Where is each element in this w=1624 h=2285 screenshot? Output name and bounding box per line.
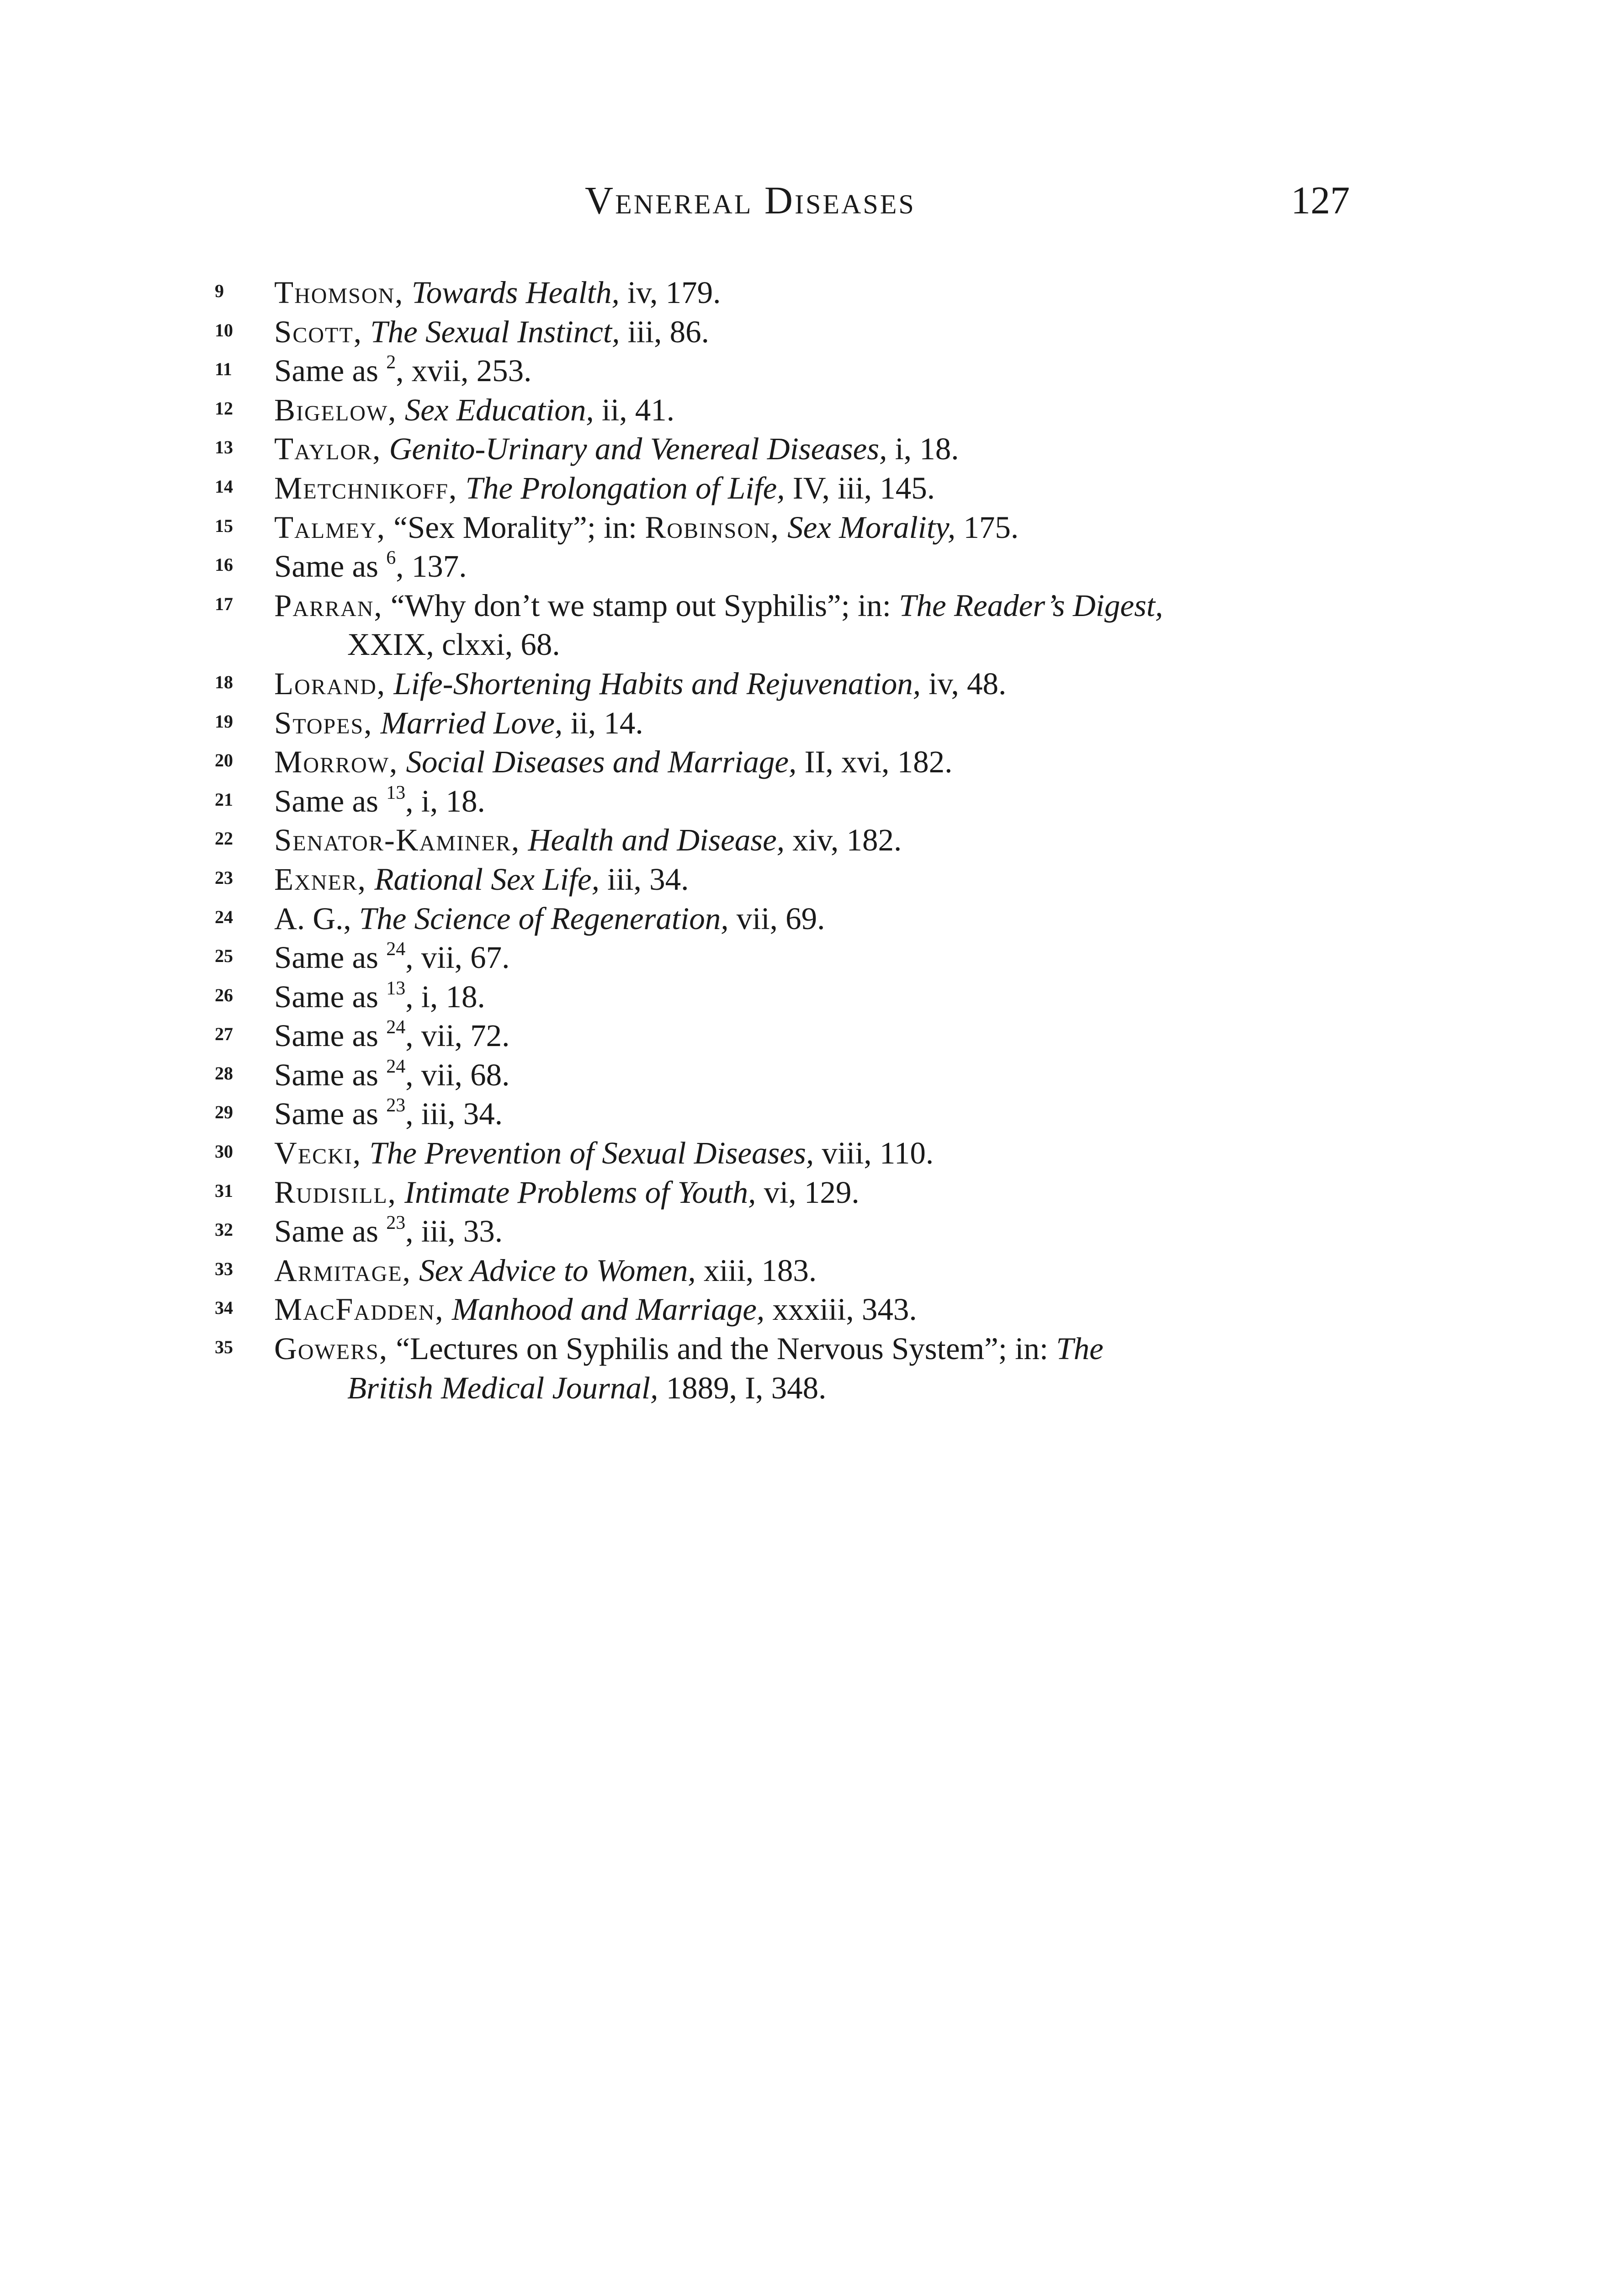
- endnote-author: Bigelow,: [274, 392, 397, 427]
- endnote-text: , i, 18.: [405, 979, 485, 1014]
- endnotes-list: [0, 273, 1624, 1408]
- endnote-author: Morrow,: [274, 744, 398, 780]
- endnote-number: 13: [215, 437, 233, 458]
- endnote-text: “Why don’t we stamp out Syphilis”; in:: [390, 588, 899, 623]
- endnote-reference: 23: [386, 1212, 406, 1234]
- endnote-item: [0, 704, 1371, 743]
- endnote-item: [0, 821, 1371, 860]
- endnote-text: iv, 48.: [921, 666, 1007, 701]
- endnote-title: British Medical Journal,: [347, 1370, 658, 1405]
- endnote-item: [0, 391, 1371, 430]
- endnote-number: 29: [215, 1102, 233, 1123]
- endnote-text: Same as: [274, 353, 387, 388]
- endnote-author: Lorand,: [274, 666, 386, 701]
- endnote-text: , i, 18.: [405, 783, 485, 818]
- endnote-number: 14: [215, 476, 233, 497]
- endnote-item: [0, 508, 1371, 547]
- endnote-text: “Sex Morality”; in:: [393, 510, 645, 545]
- endnote-text: , vii, 68.: [405, 1057, 510, 1092]
- endnote-text: ii, 14.: [563, 705, 643, 740]
- endnote-author: Gowers,: [274, 1331, 388, 1366]
- endnote-text: xiv, 182.: [785, 823, 902, 858]
- endnote-number: 25: [215, 946, 233, 967]
- endnote-item: [0, 313, 1371, 352]
- endnote-item: [0, 1251, 1371, 1291]
- endnote-number: 9: [215, 281, 224, 301]
- endnote-author: A. G.,: [274, 901, 351, 936]
- endnote-title: The Prolongation of Life,: [465, 470, 785, 505]
- endnote-text: Same as: [274, 783, 387, 818]
- endnote-item: [0, 1290, 1371, 1329]
- endnote-title: Married Love,: [380, 705, 563, 740]
- endnote-text: , vii, 72.: [405, 1018, 510, 1053]
- endnote-text: xxxiii, 343.: [764, 1292, 917, 1327]
- endnote-text: Same as: [274, 979, 387, 1014]
- endnote-number: 23: [215, 867, 233, 888]
- endnote-text: xiii, 183.: [695, 1253, 817, 1288]
- page-number: 127: [1291, 178, 1350, 222]
- endnote-number: 27: [215, 1024, 233, 1045]
- endnote-text: ii, 41.: [594, 392, 674, 427]
- endnote-number: 30: [215, 1141, 233, 1162]
- endnote-reference: 6: [386, 547, 396, 569]
- endnote-item: [0, 978, 1371, 1017]
- endnote-number: 34: [215, 1297, 233, 1318]
- endnote-item: [0, 1056, 1371, 1095]
- running-head: Venereal Diseases: [585, 178, 916, 222]
- endnote-number: 16: [215, 554, 233, 575]
- endnote-author: Thomson,: [274, 275, 404, 310]
- endnote-author: Vecki,: [274, 1136, 362, 1171]
- endnote-number: 18: [215, 671, 233, 692]
- endnote-text: vi, 129.: [756, 1174, 860, 1210]
- endnote-author: Exner,: [274, 861, 367, 897]
- endnote-text: , iii, 34.: [405, 1096, 503, 1132]
- endnote-text: Same as: [274, 549, 387, 584]
- endnote-item: [0, 938, 1371, 978]
- endnote-reference: 24: [386, 1017, 406, 1038]
- endnote-number: 11: [215, 359, 232, 380]
- endnote-item: [0, 430, 1371, 469]
- endnote-item: [0, 860, 1371, 899]
- endnote-number: 20: [215, 750, 233, 771]
- endnote-title: Life-Shortening Habits and Rejuvenation,: [393, 666, 921, 701]
- endnote-text: Same as: [274, 1096, 387, 1132]
- endnote-title: Sex Education,: [404, 392, 594, 427]
- endnote-item: [0, 664, 1371, 704]
- endnote-item: [0, 547, 1371, 586]
- endnote-text: iii, 86.: [620, 314, 709, 349]
- endnote-number: 33: [215, 1258, 233, 1279]
- endnote-title: The Reader’s Digest,: [899, 588, 1163, 623]
- endnote-title: Genito-Urinary and Venereal Diseases,: [389, 431, 887, 467]
- endnote-number: 17: [215, 593, 233, 614]
- endnote-text: , iii, 33.: [405, 1214, 503, 1249]
- endnote-item: [0, 782, 1371, 821]
- endnote-number: 10: [215, 319, 233, 340]
- endnote-item: [0, 1134, 1371, 1173]
- endnote-text: 1889, I, 348.: [658, 1370, 827, 1405]
- endnote-number: 21: [215, 789, 233, 810]
- endnote-author: Parran,: [274, 588, 383, 623]
- endnote-text: Same as: [274, 940, 387, 975]
- endnote-item: [0, 1095, 1371, 1134]
- endnote-title: Health and Disease,: [528, 823, 785, 858]
- endnote-text: Same as: [274, 1057, 387, 1092]
- endnote-author: Talmey,: [274, 510, 386, 545]
- endnote-number: 12: [215, 398, 233, 419]
- endnote-item: [0, 586, 1371, 664]
- endnote-author: Rudisill,: [274, 1174, 397, 1210]
- endnote-text: viii, 110.: [814, 1136, 934, 1171]
- endnote-text: , 137.: [396, 549, 467, 584]
- endnote-text: Same as: [274, 1018, 387, 1053]
- endnote-reference: 24: [386, 1056, 406, 1077]
- endnote-number: 15: [215, 515, 233, 536]
- endnote-reference: 2: [386, 352, 396, 373]
- endnote-number: 24: [215, 906, 233, 927]
- endnote-title: Towards Health,: [411, 275, 620, 310]
- endnote-item: [0, 469, 1371, 508]
- endnote-title: The: [1056, 1331, 1104, 1366]
- endnote-title: The Prevention of Sexual Diseases,: [369, 1136, 814, 1171]
- endnote-text: IV, iii, 145.: [785, 470, 935, 505]
- endnote-title: Intimate Problems of Youth,: [404, 1174, 756, 1210]
- endnote-item: [0, 1016, 1371, 1056]
- endnote-number: 28: [215, 1063, 233, 1084]
- endnote-author: Metchnikoff,: [274, 470, 458, 505]
- endnote-reference: 24: [386, 939, 406, 960]
- endnote-author: Robinson,: [645, 510, 780, 545]
- endnote-number: 31: [215, 1180, 233, 1201]
- endnote-item: [0, 1173, 1371, 1212]
- endnote-title: Sex Morality,: [787, 510, 956, 545]
- endnote-text: , vii, 67.: [405, 940, 510, 975]
- endnote-text: vii, 69.: [728, 901, 825, 936]
- endnote-number: 26: [215, 984, 233, 1005]
- endnote-title: The Science of Regeneration,: [359, 901, 729, 936]
- endnote-item: [0, 1329, 1371, 1408]
- endnote-reference: 23: [386, 1095, 406, 1116]
- endnote-title: Social Diseases and Marriage,: [406, 744, 797, 780]
- endnote-author: Stopes,: [274, 705, 373, 740]
- endnote-number: 32: [215, 1219, 233, 1240]
- endnote-reference: 13: [386, 782, 406, 803]
- endnote-item: [0, 743, 1371, 782]
- endnote-continuation: [274, 1369, 1371, 1408]
- endnote-item: [0, 899, 1371, 939]
- endnote-reference: 13: [386, 978, 406, 999]
- endnote-text: “Lectures on Syphilis and the Nervous System”; in:: [396, 1331, 1056, 1366]
- endnote-item: [0, 273, 1371, 313]
- endnote-item: [0, 1212, 1371, 1251]
- endnote-title: Rational Sex Life,: [374, 861, 600, 897]
- endnote-text: i, 18.: [887, 431, 959, 467]
- endnote-item: [0, 351, 1371, 391]
- endnote-text: iv, 179.: [619, 275, 721, 310]
- endnote-author: Senator-Kaminer,: [274, 823, 520, 858]
- endnote-text: , xvii, 253.: [396, 353, 532, 388]
- endnote-text: Same as: [274, 1214, 387, 1249]
- endnote-number: 35: [215, 1337, 233, 1358]
- endnote-author: Taylor,: [274, 431, 382, 467]
- endnote-text: iii, 34.: [599, 861, 689, 897]
- endnote-title: The Sexual Instinct,: [370, 314, 620, 349]
- endnote-author: MacFadden,: [274, 1292, 444, 1327]
- endnote-text: 175.: [955, 510, 1019, 545]
- endnote-number: 19: [215, 711, 233, 732]
- endnote-title: Sex Advice to Women,: [419, 1253, 696, 1288]
- endnote-text: II, xvi, 182.: [796, 744, 953, 780]
- endnote-number: 22: [215, 828, 233, 849]
- endnote-continuation: XXIX, clxxi, 68.: [347, 627, 560, 662]
- endnote-author: Armitage,: [274, 1253, 411, 1288]
- endnote-title: Manhood and Marriage,: [451, 1292, 765, 1327]
- endnote-author: Scott,: [274, 314, 362, 349]
